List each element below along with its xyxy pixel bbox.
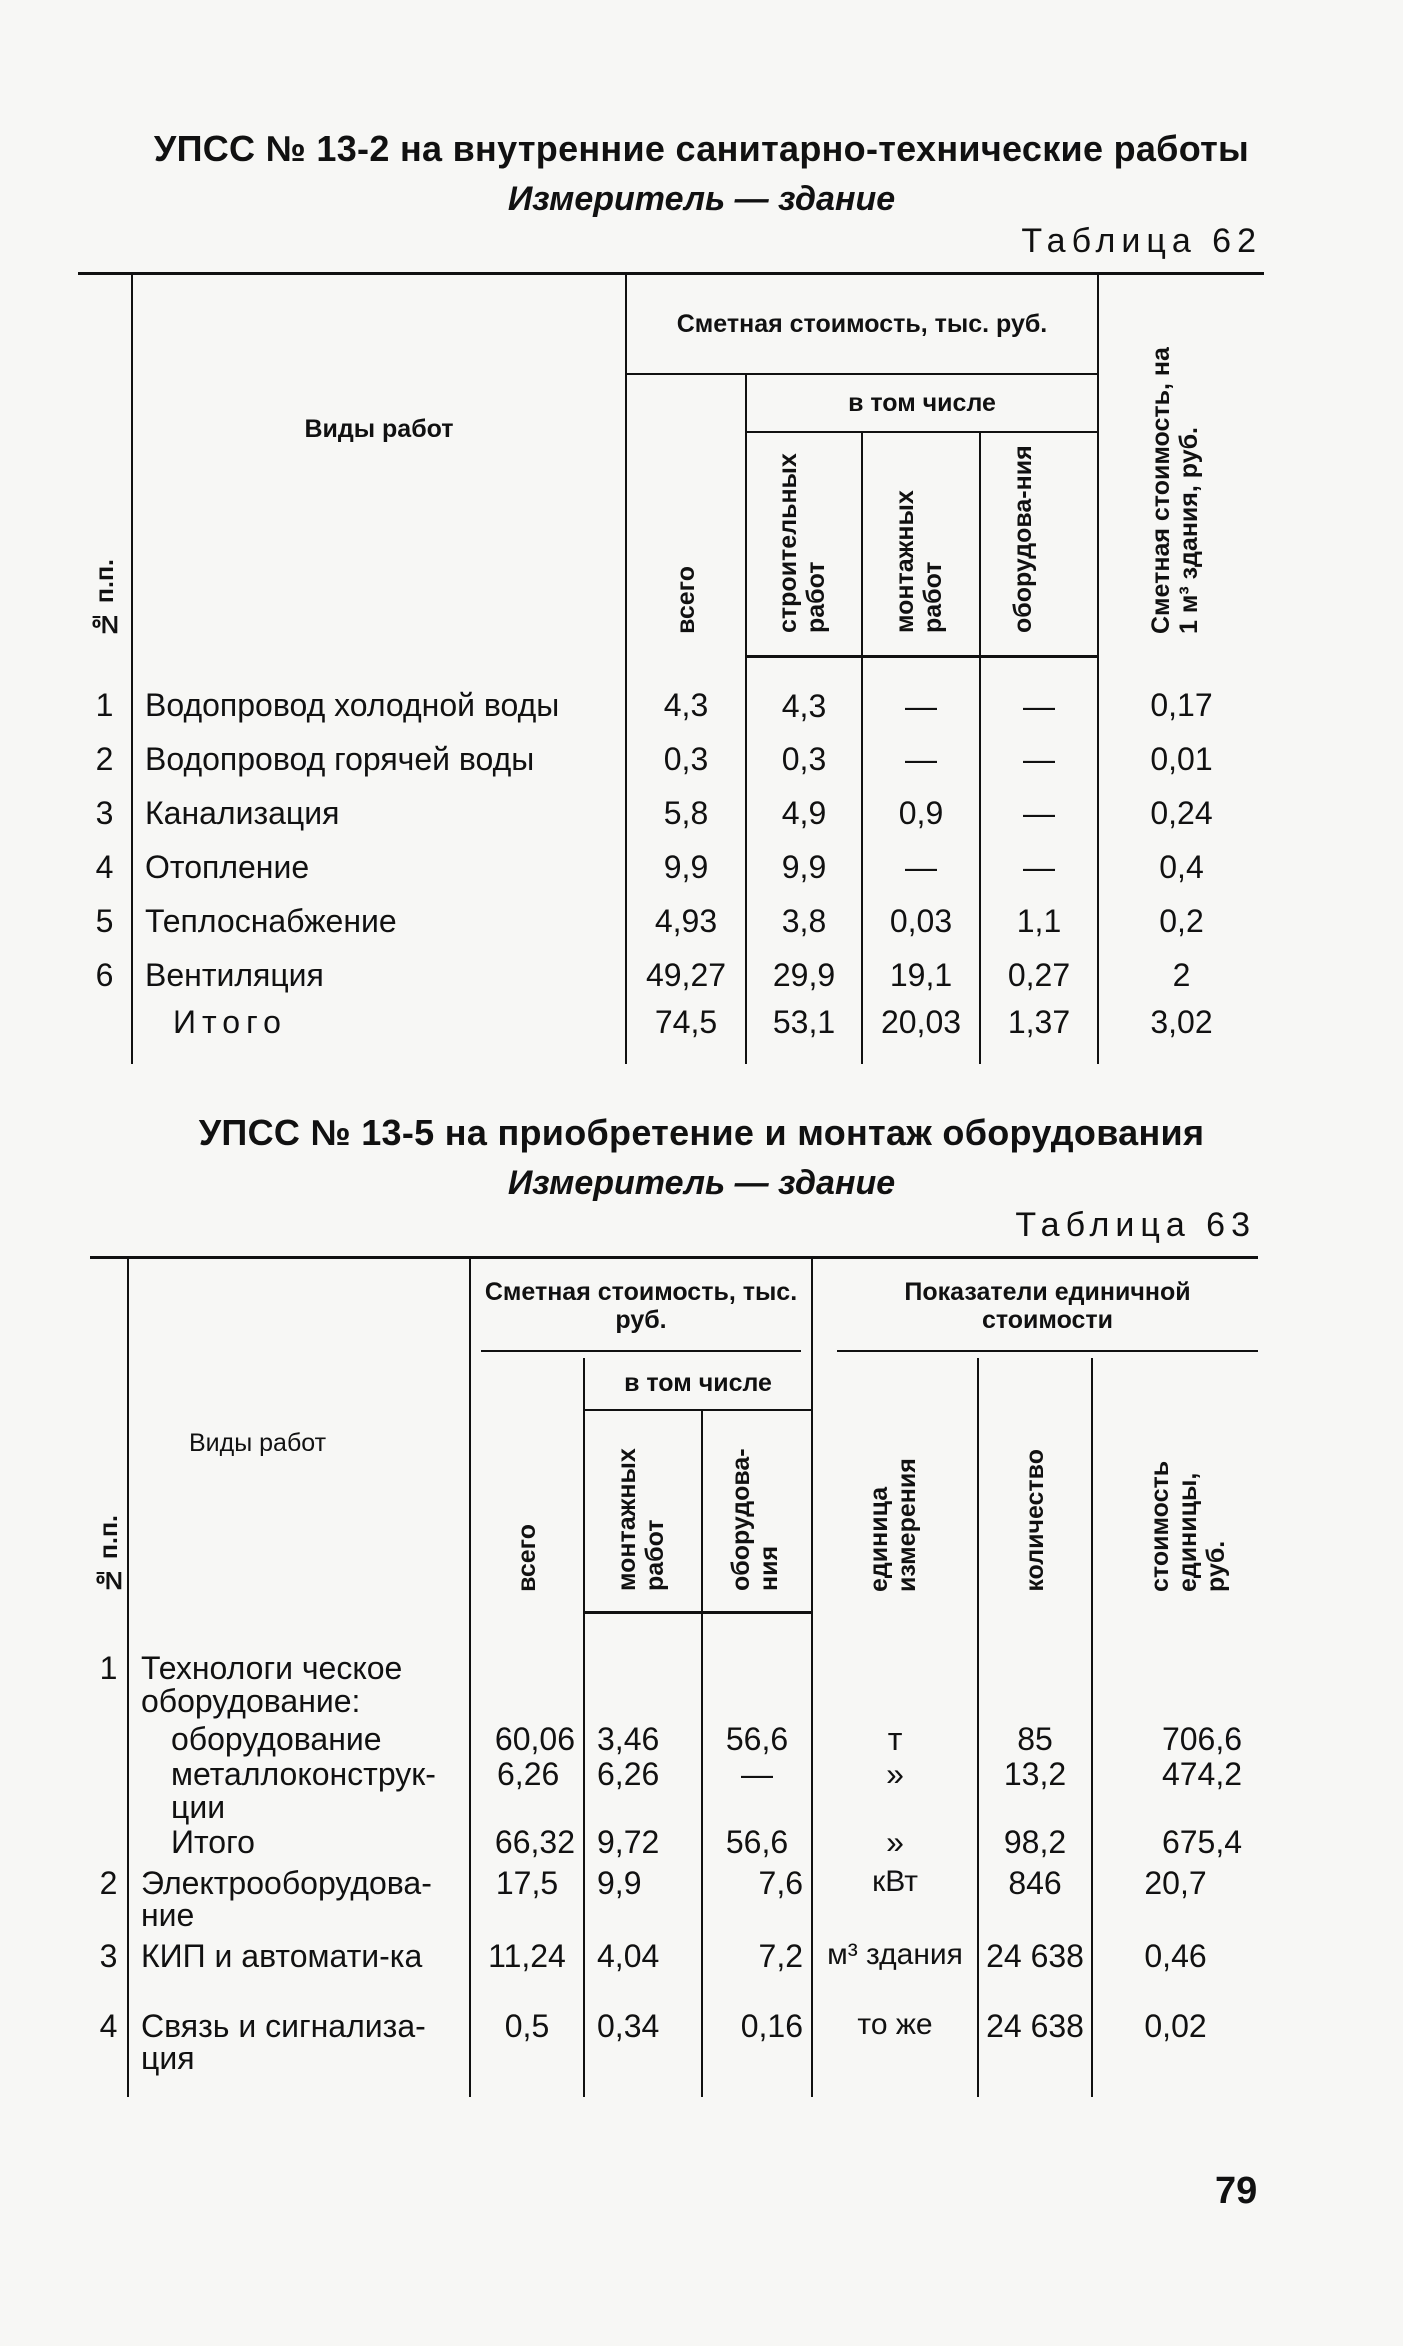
cell-construction: 53,1: [746, 1002, 862, 1064]
row-name: Вентиляция: [132, 948, 626, 1002]
header-per-m3: Сметная стоимость, на 1 м³ здания, руб.: [1098, 274, 1264, 657]
table63-label: Таблица 63: [1015, 1206, 1256, 1244]
table62: [78, 272, 1264, 1064]
t63-header-work: Виды работ: [128, 1258, 470, 1613]
header-construction: строительных работ: [746, 432, 862, 657]
t63-header-quantity: количество: [978, 1358, 1092, 1613]
cell-unit-cost: 0,02: [1092, 2002, 1258, 2075]
cell-quantity: 13,2: [978, 1756, 1092, 1824]
cell-construction: 0,3: [746, 732, 862, 786]
cell-per-m3: 0,01: [1098, 732, 1264, 786]
cell-installation: 3,46: [584, 1717, 702, 1756]
header-including: в том числе: [746, 374, 1098, 432]
cell-installation: —: [862, 656, 980, 732]
cell-unit-cost: 675,4: [1092, 1824, 1258, 1859]
cell-construction: 29,9: [746, 948, 862, 1002]
header-installation: монтажных работ: [862, 432, 980, 657]
row-num: 2: [95, 741, 114, 777]
cell-total: 74,5: [626, 1002, 746, 1064]
cell-equipment: 0,27: [980, 948, 1098, 1002]
cell-installation: 20,03: [862, 1002, 980, 1064]
cell-quantity: 85: [978, 1717, 1092, 1756]
t63-header-unit: единица измерения: [812, 1358, 978, 1613]
header-total: всего: [626, 374, 746, 657]
cell-unit: »: [812, 1756, 978, 1824]
cell-equipment: 7,2: [702, 1932, 812, 2002]
row-name: Связь и сигнализа-ция: [128, 2002, 470, 2075]
t63-header-including: в том числе: [584, 1358, 812, 1410]
row-name: Итого: [171, 1823, 255, 1860]
t63-header-installation: монтажных работ: [584, 1410, 702, 1613]
row-num: 2: [99, 1864, 118, 1901]
table-row: [78, 786, 1264, 840]
cell-per-m3: 0,4: [1098, 840, 1264, 894]
table-row: [78, 1002, 1264, 1064]
row-num: 1: [99, 1650, 118, 1686]
cell-per-m3: 2: [1098, 948, 1264, 1002]
header-cost-group: Сметная стоимость, тыс. руб.: [626, 274, 1098, 374]
table62-label: Таблица 62: [1021, 222, 1262, 260]
row-num: 4: [95, 849, 114, 885]
cell-total: 0,5: [470, 2002, 584, 2075]
row-name: Технологи ческое оборудование:: [128, 1612, 470, 1717]
table-row: [78, 732, 1264, 786]
cell-total: 17,5: [470, 1859, 584, 1932]
t63-header-total: всего: [470, 1358, 584, 1613]
cell-unit: т: [812, 1717, 978, 1756]
cell-installation: 9,9: [584, 1859, 702, 1932]
row-name: Итого: [132, 1002, 626, 1064]
row-num: [78, 1002, 132, 1064]
cell-unit-cost: 0,46: [1092, 1932, 1258, 2002]
cell-unit-cost: 474,2: [1092, 1756, 1258, 1824]
cell-unit: »: [812, 1824, 978, 1859]
row-name: металлоконструк-ции: [171, 1755, 436, 1825]
cell-unit: кВт: [812, 1859, 978, 1932]
cell-quantity: 98,2: [978, 1824, 1092, 1859]
table-row: [90, 1932, 1258, 2002]
cell-installation: —: [862, 732, 980, 786]
table-row: [90, 1612, 1258, 1717]
table-row: [90, 1717, 1258, 1756]
cell-construction: 4,3: [746, 656, 862, 732]
t63-header-num: № п.п.: [94, 1514, 123, 1594]
cell-installation: 19,1: [862, 948, 980, 1002]
row-num: 5: [95, 903, 114, 939]
cell-total: 5,8: [626, 786, 746, 840]
cell-per-m3: 0,17: [1098, 656, 1264, 732]
row-num: 3: [95, 795, 114, 831]
table-spacer: [90, 2075, 1258, 2097]
cell-per-m3: 3,02: [1098, 1002, 1264, 1064]
t63-header-indicators: Показатели единичной стоимости: [812, 1258, 1258, 1358]
t63-header-equipment: оборудова-ния: [702, 1410, 812, 1613]
row-name: Электрооборудова-ние: [128, 1859, 470, 1932]
cell-installation: 9,72: [584, 1824, 702, 1859]
row-name: Водопровод холодной воды: [132, 656, 626, 732]
table-row: [90, 1756, 1258, 1824]
cell-unit: м³ здания: [812, 1932, 978, 2002]
t63-header-unit-cost: стоимость единицы, руб.: [1092, 1358, 1258, 1613]
cell-equipment: —: [980, 840, 1098, 894]
cell-installation: 4,04: [584, 1932, 702, 2002]
cell-equipment: 1,1: [980, 894, 1098, 948]
row-name: Отопление: [132, 840, 626, 894]
cell-equipment: —: [980, 656, 1098, 732]
cell-total: 4,93: [626, 894, 746, 948]
cell-equipment: —: [702, 1756, 812, 1824]
cell-installation: 6,26: [584, 1756, 702, 1824]
table-row: [90, 1824, 1258, 1859]
cell-equipment: 7,6: [702, 1859, 812, 1932]
cell-installation: 0,9: [862, 786, 980, 840]
header-num: № п.п.: [90, 558, 119, 638]
cell-equipment: 56,6: [702, 1824, 812, 1859]
row-name: Канализация: [132, 786, 626, 840]
table62-measure: Измеритель — здание: [507, 180, 896, 218]
row-num: 4: [99, 2007, 118, 2044]
row-num: 3: [99, 1937, 118, 1974]
header-work: Виды работ: [132, 274, 626, 657]
cell-per-m3: 0,24: [1098, 786, 1264, 840]
table-row: [90, 2002, 1258, 2075]
table-row: [90, 1859, 1258, 1932]
page-number: 79: [1215, 2170, 1258, 2212]
table63: [90, 1256, 1258, 2097]
row-num: 6: [95, 957, 114, 993]
cell-total: 49,27: [626, 948, 746, 1002]
row-name: КИП и автомати-ка: [128, 1932, 470, 2002]
cell-equipment: —: [980, 732, 1098, 786]
cell-installation: 0,03: [862, 894, 980, 948]
row-num: 1: [95, 687, 114, 723]
table63-measure: Измеритель — здание: [507, 1164, 896, 1202]
cell-installation: 0,34: [584, 2002, 702, 2075]
cell-equipment: 0,16: [702, 2002, 812, 2075]
table62-title: УПСС № 13-2 на внутренние санитарно-технические работы: [153, 128, 1250, 169]
cell-construction: 4,9: [746, 786, 862, 840]
cell-total: 66,32: [470, 1824, 584, 1859]
table63-title: УПСС № 13-5 на приобретение и монтаж оборудования: [198, 1112, 1205, 1153]
cell-construction: 3,8: [746, 894, 862, 948]
table-row: [78, 840, 1264, 894]
cell-total: 4,3: [626, 656, 746, 732]
cell-per-m3: 0,2: [1098, 894, 1264, 948]
row-name: оборудование: [171, 1721, 382, 1758]
cell-quantity: 24 638: [978, 2002, 1092, 2075]
table-row: [78, 948, 1264, 1002]
cell-equipment: —: [980, 786, 1098, 840]
cell-equipment: 1,37: [980, 1002, 1098, 1064]
row-name: Водопровод горячей воды: [132, 732, 626, 786]
table-row: [78, 656, 1264, 732]
cell-total: 60,06: [470, 1717, 584, 1756]
cell-total: 6,26: [470, 1756, 584, 1824]
cell-quantity: 846: [978, 1859, 1092, 1932]
cell-construction: 9,9: [746, 840, 862, 894]
cell-unit: то же: [812, 2002, 978, 2075]
cell-total: 0,3: [626, 732, 746, 786]
cell-installation: —: [862, 840, 980, 894]
t63-header-cost-group: Сметная стоимость, тыс. руб.: [470, 1258, 812, 1358]
header-equipment: оборудова-ния: [980, 432, 1098, 657]
cell-total: 11,24: [470, 1932, 584, 2002]
cell-equipment: 56,6: [702, 1717, 812, 1756]
cell-total: 9,9: [626, 840, 746, 894]
row-name: Теплоснабжение: [132, 894, 626, 948]
cell-unit-cost: 20,7: [1092, 1859, 1258, 1932]
cell-quantity: 24 638: [978, 1932, 1092, 2002]
cell-unit-cost: 706,6: [1092, 1717, 1258, 1756]
table-row: [78, 894, 1264, 948]
